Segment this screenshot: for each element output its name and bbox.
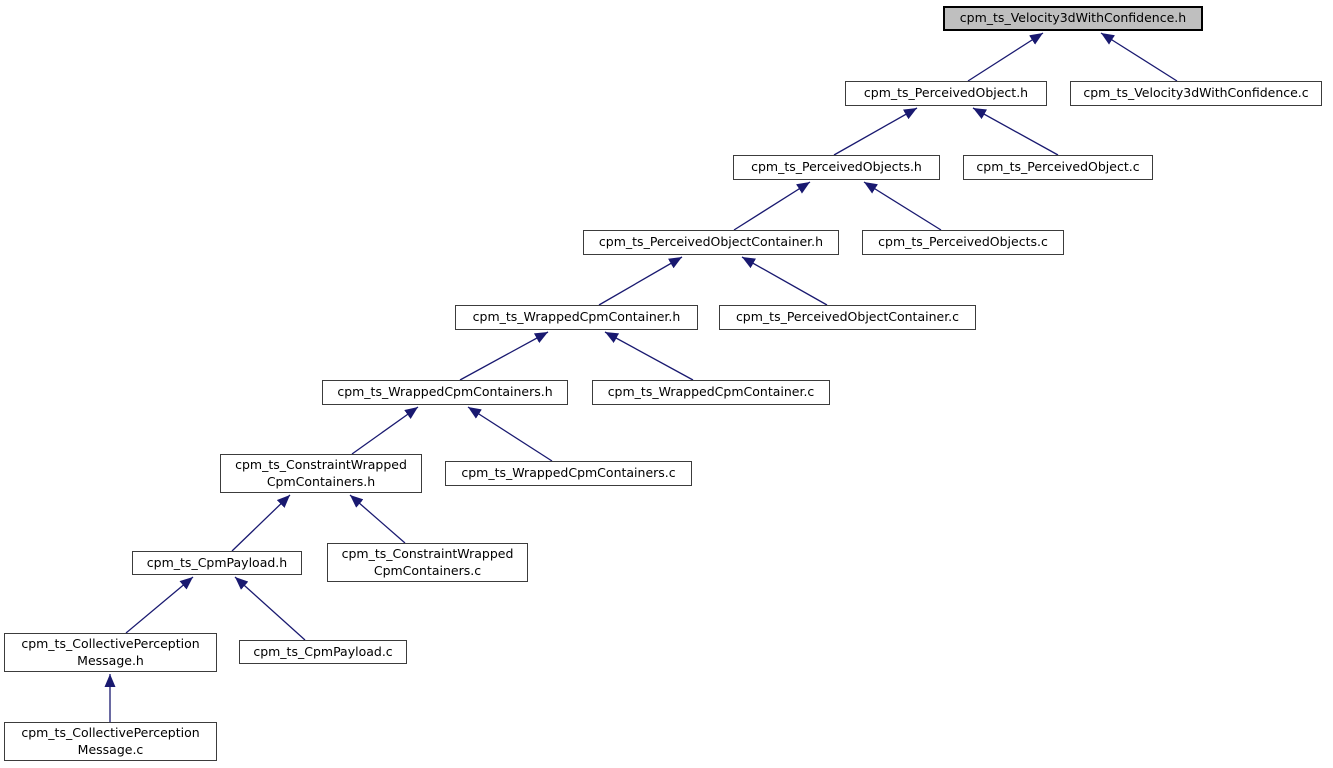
- graph-node-label: cpm_ts_CpmPayload.h: [146, 554, 288, 570]
- include-edge-cpm_ts_ConstraintWrappedCpmContainers_h-to-cpm_ts_WrappedCpmContainers_h: [352, 407, 418, 454]
- graph-node-label: cpm_ts_ConstraintWrapped: [235, 457, 407, 473]
- include-edge-cpm_ts_WrappedCpmContainer_c-to-cpm_ts_WrappedCpmContainer_h: [605, 332, 693, 380]
- graph-node-label: cpm_ts_PerceivedObjectContainer.h: [598, 234, 824, 250]
- graph-node-cpm_ts_PerceivedObjects_h[interactable]: [733, 155, 940, 180]
- graph-node-cpm_ts_PerceivedObjects_c[interactable]: [862, 230, 1064, 255]
- include-edge-cpm_ts_CollectivePerceptionMessage_h-to-cpm_ts_CpmPayload_h: [126, 577, 193, 633]
- graph-node-cpm_ts_CollectivePerceptionMessage_c[interactable]: [4, 722, 217, 761]
- graph-node-label: cpm_ts_WrappedCpmContainer.h: [472, 309, 681, 325]
- include-edge-cpm_ts_PerceivedObjectContainer_h-to-cpm_ts_PerceivedObjects_h: [734, 182, 810, 230]
- graph-node-cpm_ts_WrappedCpmContainer_c[interactable]: [592, 380, 830, 405]
- graph-node-cpm_ts_Velocity3dWithConfidence_c[interactable]: [1070, 81, 1322, 106]
- graph-node-label: cpm_ts_PerceivedObject.c: [976, 159, 1140, 175]
- graph-node-label: cpm_ts_Velocity3dWithConfidence.h: [959, 10, 1187, 26]
- graph-node-cpm_ts_Velocity3dWithConfidence_h: [943, 6, 1203, 31]
- graph-node-label: cpm_ts_CollectivePerception: [21, 725, 200, 741]
- graph-node-cpm_ts_WrappedCpmContainers_c[interactable]: [445, 461, 692, 486]
- graph-node-cpm_ts_PerceivedObject_h[interactable]: [845, 81, 1047, 106]
- graph-node-cpm_ts_CpmPayload_h[interactable]: [132, 551, 302, 575]
- graph-node-cpm_ts_ConstraintWrappedCpmContainers_h[interactable]: [220, 454, 422, 493]
- graph-node-label: cpm_ts_WrappedCpmContainer.c: [607, 384, 815, 400]
- include-edge-cpm_ts_WrappedCpmContainers_c-to-cpm_ts_WrappedCpmContainers_h: [468, 407, 552, 461]
- graph-node-cpm_ts_CpmPayload_c[interactable]: [239, 640, 407, 664]
- graph-node-label: cpm_ts_WrappedCpmContainers.c: [461, 465, 676, 481]
- include-edge-cpm_ts_WrappedCpmContainers_h-to-cpm_ts_WrappedCpmContainer_h: [460, 332, 548, 380]
- graph-node-label: CpmContainers.h: [266, 473, 376, 489]
- include-edge-cpm_ts_PerceivedObjectContainer_c-to-cpm_ts_PerceivedObjectContainer_h: [742, 257, 827, 305]
- include-edge-cpm_ts_ConstraintWrappedCpmContainers_c-to-cpm_ts_ConstraintWrappedCpmContainers_h: [350, 495, 405, 543]
- include-edge-cpm_ts_WrappedCpmContainer_h-to-cpm_ts_PerceivedObjectContainer_h: [599, 257, 682, 305]
- include-edge-cpm_ts_CpmPayload_h-to-cpm_ts_ConstraintWrappedCpmContainers_h: [232, 495, 290, 551]
- graph-node-label: cpm_ts_PerceivedObjects.h: [751, 159, 922, 175]
- graph-node-label: cpm_ts_PerceivedObjectContainer.c: [735, 309, 960, 325]
- include-edge-cpm_ts_PerceivedObject_h-to-cpm_ts_Velocity3dWithConfidence_h: [968, 33, 1043, 81]
- graph-node-label: CpmContainers.c: [373, 562, 482, 578]
- include-edge-cpm_ts_Velocity3dWithConfidence_c-to-cpm_ts_Velocity3dWithConfidence_h: [1101, 33, 1177, 81]
- graph-node-cpm_ts_CollectivePerceptionMessage_h[interactable]: [4, 633, 217, 672]
- graph-node-label: cpm_ts_WrappedCpmContainers.h: [337, 384, 553, 400]
- graph-node-cpm_ts_PerceivedObject_c[interactable]: [963, 155, 1153, 180]
- graph-node-cpm_ts_ConstraintWrappedCpmContainers_c[interactable]: [327, 543, 528, 582]
- include-edge-cpm_ts_CpmPayload_c-to-cpm_ts_CpmPayload_h: [235, 577, 305, 640]
- graph-node-cpm_ts_WrappedCpmContainer_h[interactable]: [455, 305, 698, 330]
- graph-node-label: cpm_ts_Velocity3dWithConfidence.c: [1083, 85, 1309, 101]
- graph-node-label: cpm_ts_ConstraintWrapped: [341, 546, 514, 562]
- graph-node-label: Message.h: [77, 652, 144, 668]
- graph-node-label: cpm_ts_CollectivePerception: [21, 636, 200, 652]
- graph-node-label: cpm_ts_CpmPayload.c: [253, 643, 393, 659]
- graph-node-label: cpm_ts_PerceivedObjects.c: [878, 234, 1048, 250]
- include-edge-cpm_ts_PerceivedObjects_h-to-cpm_ts_PerceivedObject_h: [834, 108, 917, 155]
- graph-node-label: cpm_ts_PerceivedObject.h: [863, 85, 1029, 101]
- include-edge-cpm_ts_PerceivedObjects_c-to-cpm_ts_PerceivedObjects_h: [864, 182, 941, 230]
- graph-node-label: Message.c: [77, 741, 144, 757]
- graph-node-cpm_ts_PerceivedObjectContainer_h[interactable]: [583, 230, 839, 255]
- graph-node-cpm_ts_WrappedCpmContainers_h[interactable]: [322, 380, 568, 405]
- include-edge-cpm_ts_PerceivedObject_c-to-cpm_ts_PerceivedObject_h: [973, 108, 1058, 155]
- graph-node-cpm_ts_PerceivedObjectContainer_c[interactable]: [719, 305, 976, 330]
